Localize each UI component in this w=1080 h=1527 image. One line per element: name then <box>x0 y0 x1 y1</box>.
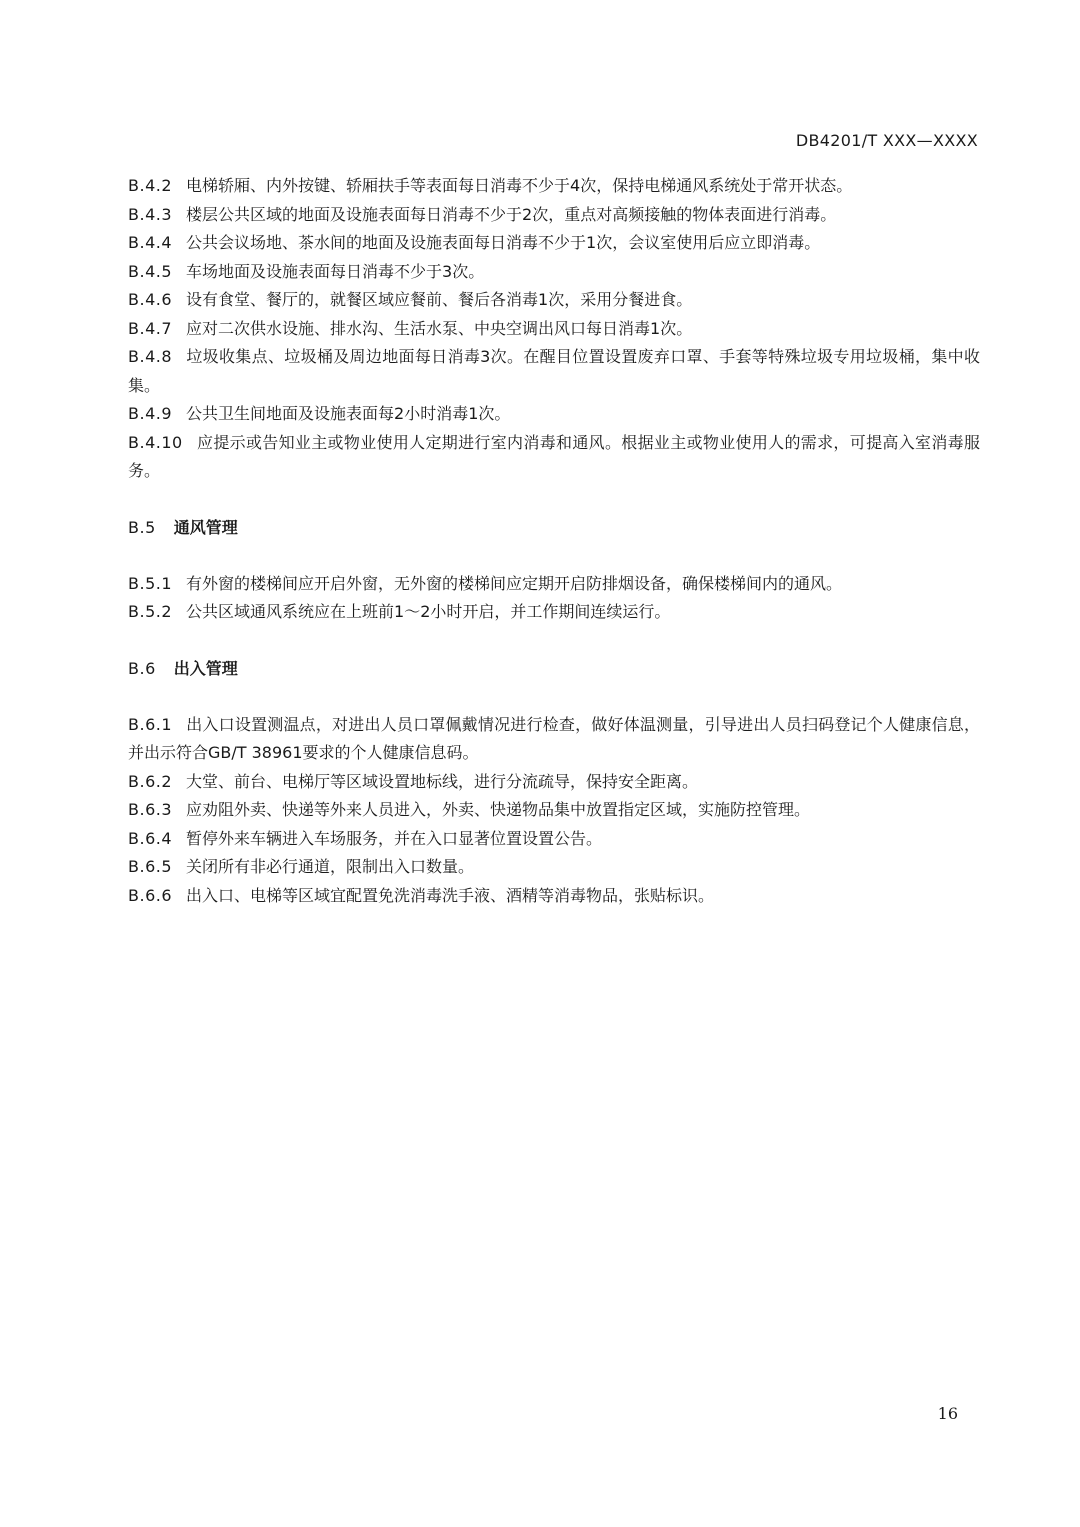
section-title: 通风管理 <box>173 517 238 537</box>
clause-number: B.4.6 <box>128 290 173 309</box>
clause-number: B.5.2 <box>128 602 173 621</box>
clause-number: B.6.2 <box>128 771 173 791</box>
section-number: B.5 <box>128 517 156 537</box>
clause-number: B.4.2 <box>128 176 173 195</box>
clause-b6-4 <box>128 825 980 854</box>
clause-text: 公共会议场地、茶水间的地面及设施表面每日消毒不少于1次，会议室使用后应立即消毒。 <box>186 233 821 252</box>
clause-number: B.6.5 <box>128 857 173 876</box>
clause-number: B.4.7 <box>128 318 173 338</box>
clause-text: 公共卫生间地面及设施表面每2小时消毒1次。 <box>186 404 511 423</box>
clause-number: B.4.5 <box>128 261 173 281</box>
clause-b4-2 <box>128 172 980 201</box>
clause-b4-6 <box>128 286 980 315</box>
document-body <box>128 172 980 910</box>
clause-number: B.6.1 <box>128 714 173 734</box>
clause-text: 车场地面及设施表面每日消毒不少于3次。 <box>186 261 485 281</box>
clause-text: 暂停外来车辆进入车场服务，并在入口显著位置设置公告。 <box>186 828 603 848</box>
clause-b6-5 <box>128 853 980 882</box>
clause-text: 楼层公共区域的地面及设施表面每日消毒不少于2次，重点对高频接触的物体表面进行消毒。 <box>186 204 837 224</box>
clause-text: 电梯轿厢、内外按键、轿厢扶手等表面每日消毒不少于4次，保持电梯通风系统处于常开状态。 <box>186 176 853 195</box>
section-number: B.6 <box>128 658 156 678</box>
clause-text: 设有食堂、餐厅的，就餐区域应餐前、餐后各消毒1次，采用分餐进食。 <box>186 290 693 309</box>
clause-text: 出入口设置测温点，对进出人员口罩佩戴情况进行检查，做好体温测量，引导进出人员扫码登记个人健康信息，并出示符合GB/T 38961要求的个人健康信息码。 <box>128 714 980 762</box>
clause-text: 出入口、电梯等区域宜配置免洗消毒洗手液、酒精等消毒物品，张贴标识。 <box>186 885 715 905</box>
clause-b4-4 <box>128 229 980 258</box>
clause-number: B.4.8 <box>128 347 173 366</box>
clause-text: 应提示或告知业主或物业使用人定期进行室内消毒和通风。根据业主或物业使用人的需求，可提高入室消毒服务。 <box>128 432 980 480</box>
clause-b4-7 <box>128 315 980 344</box>
clause-b5-1 <box>128 570 980 599</box>
clause-number: B.4.9 <box>128 404 173 423</box>
document-code: DB4201/T XXX—XXXX <box>795 131 978 150</box>
clause-b5-2 <box>128 598 980 627</box>
clause-number: B.5.1 <box>128 573 173 593</box>
clause-b6-1 <box>128 711 980 768</box>
clause-b4-9 <box>128 400 980 429</box>
clause-b4-10 <box>128 429 980 486</box>
clause-number: B.4.10 <box>128 432 183 452</box>
clause-number: B.6.4 <box>128 828 173 848</box>
clause-text: 有外窗的楼梯间应开启外窗，无外窗的楼梯间应定期开启防排烟设备，确保楼梯间内的通风。 <box>186 573 843 593</box>
clause-text: 公共区域通风系统应在上班前1～2小时开启，并工作期间连续运行。 <box>186 602 671 621</box>
clause-text: 应劝阻外卖、快递等外来人员进入，外卖、快递物品集中放置指定区域，实施防控管理。 <box>186 800 811 819</box>
clause-b6-3 <box>128 796 980 825</box>
clause-text: 关闭所有非必行通道，限制出入口数量。 <box>186 857 475 876</box>
clause-b4-8 <box>128 343 980 400</box>
clause-number: B.4.4 <box>128 233 173 252</box>
page-number: 16 <box>937 1404 958 1423</box>
clause-b4-3 <box>128 201 980 230</box>
clause-text: 垃圾收集点、垃圾桶及周边地面每日消毒3次。在醒目位置设置废弃口罩、手套等特殊垃圾专用垃圾桶，集中收集。 <box>128 347 980 395</box>
clause-b4-5 <box>128 258 980 287</box>
clause-number: B.4.3 <box>128 204 173 224</box>
section-heading-b5 <box>128 514 980 542</box>
clause-b6-2 <box>128 768 980 797</box>
clause-number: B.6.3 <box>128 800 173 819</box>
clause-text: 大堂、前台、电梯厅等区域设置地标线，进行分流疏导，保持安全距离。 <box>186 771 699 791</box>
section-heading-b6 <box>128 655 980 683</box>
section-title: 出入管理 <box>173 658 238 678</box>
clause-text: 应对二次供水设施、排水沟、生活水泵、中央空调出风口每日消毒1次。 <box>186 318 693 338</box>
clause-b6-6 <box>128 882 980 911</box>
clause-number: B.6.6 <box>128 885 173 905</box>
